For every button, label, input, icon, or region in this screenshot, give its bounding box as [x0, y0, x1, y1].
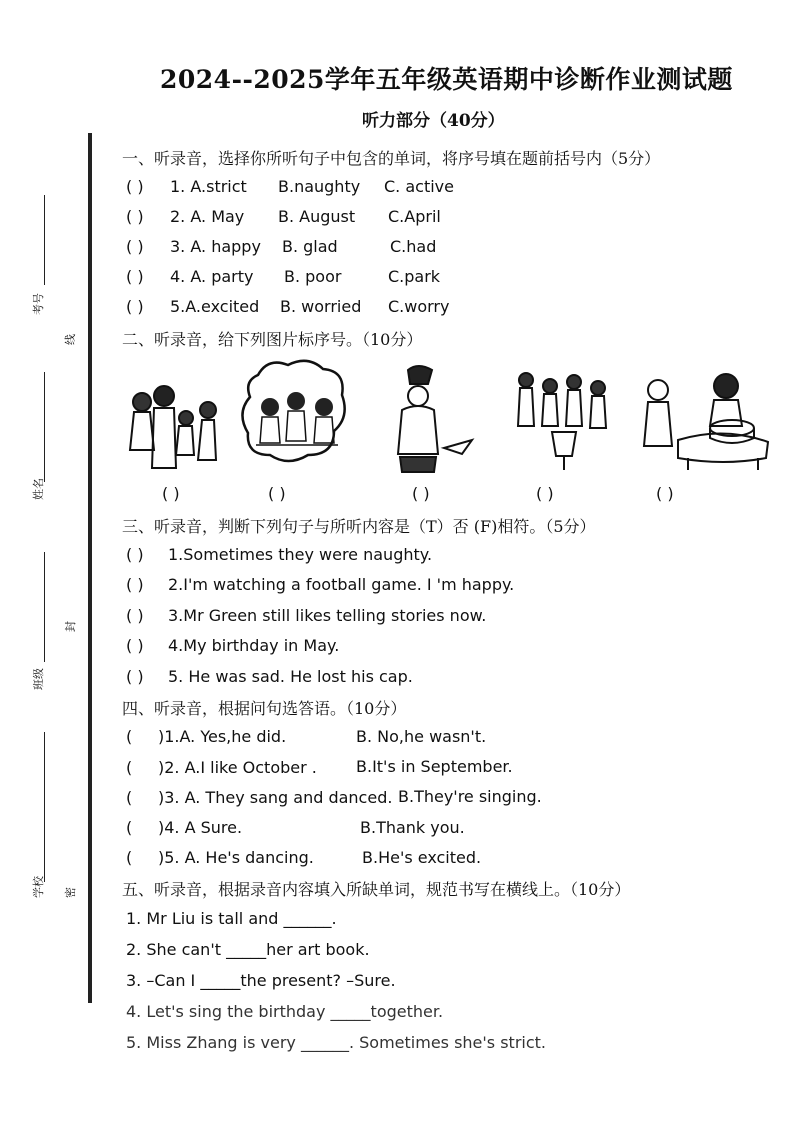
fill-blank-sentence[interactable]: 1. Mr Liu is tall and ______.: [126, 909, 337, 928]
page-title: 2024--2025学年五年级英语期中诊断作业测试题: [160, 65, 733, 94]
answer-paren-open[interactable]: (: [126, 818, 133, 837]
option-b: B. worried: [280, 297, 362, 316]
option-b: B. poor: [284, 267, 342, 286]
question-option-a: )1.A. Yes,he did.: [158, 727, 287, 746]
picture-family: [124, 380, 220, 475]
picture-answer-paren[interactable]: ( ): [268, 484, 286, 503]
answer-paren[interactable]: ( ): [126, 575, 144, 594]
question-option-a: )5. A. He's dancing.: [158, 848, 314, 867]
answer-paren-open[interactable]: (: [126, 727, 133, 746]
picture-answer-paren[interactable]: ( ): [536, 484, 554, 503]
picture-answer-paren[interactable]: ( ): [656, 484, 674, 503]
sidebar-label-secret: 密: [64, 887, 77, 898]
question-option-b: B.He's excited.: [362, 848, 482, 867]
option-a: 1. A.strict: [170, 177, 247, 196]
statement-text: 1.Sometimes they were naughty.: [168, 545, 433, 564]
answer-paren[interactable]: ( ): [126, 667, 144, 686]
question-option-b: B. No,he wasn't.: [356, 727, 487, 746]
picture-answer-paren[interactable]: ( ): [412, 484, 430, 503]
sidebar-label-seal: 封: [64, 621, 77, 632]
option-b: B. glad: [282, 237, 338, 256]
fill-blank-sentence[interactable]: 2. She can't _____her art book.: [126, 940, 370, 959]
picture-girl-with-bird: [388, 362, 478, 474]
answer-paren[interactable]: ( ): [126, 297, 144, 316]
statement-text: 5. He was sad. He lost his cap.: [168, 667, 413, 686]
answer-paren-open[interactable]: (: [126, 758, 133, 777]
page-subtitle: 听力部分（40分）: [362, 111, 505, 131]
option-a: 2. A. May: [170, 207, 245, 226]
option-c: C.had: [390, 237, 437, 256]
statement-text: 2.I'm watching a football game. I 'm happy.: [168, 575, 515, 594]
answer-paren-open[interactable]: (: [126, 848, 133, 867]
name-blank: [44, 372, 45, 482]
option-c: C.park: [388, 267, 441, 286]
statement-text: 4.My birthday in May.: [168, 636, 340, 655]
question-option-a: )3. A. They sang and danced.: [158, 788, 393, 807]
option-a: 4. A. party: [170, 267, 254, 286]
sidebar-label-exam-number: 考号: [32, 293, 45, 315]
picture-dream-cloud: [238, 355, 350, 470]
picture-answer-paren[interactable]: ( ): [162, 484, 180, 503]
question-option-b: B.It's in September.: [356, 757, 513, 776]
fill-blank-sentence[interactable]: 4. Let's sing the birthday _____together.: [126, 1002, 444, 1021]
question-option-a: )2. A.I like October .: [158, 758, 317, 777]
answer-paren[interactable]: ( ): [126, 177, 144, 196]
fill-blank-sentence[interactable]: 5. Miss Zhang is very ______. Sometimes she's strict.: [126, 1033, 547, 1052]
sidebar-label-line: 线: [64, 334, 77, 345]
answer-paren[interactable]: ( ): [126, 545, 144, 564]
section1-heading: 一、听录音，选择你所听句子中包含的单词，将序号填在题前括号内（5分）: [122, 149, 661, 168]
option-c: C.April: [388, 207, 441, 226]
answer-paren[interactable]: ( ): [126, 606, 144, 625]
sidebar-label-school: 学校: [32, 876, 45, 898]
section2-heading: 二、听录音，给下列图片标序号。（10分）: [122, 330, 423, 349]
option-a: 3. A. happy: [170, 237, 261, 256]
section4-heading: 四、听录音，根据问句选答语。（10分）: [122, 699, 407, 718]
answer-paren-open[interactable]: (: [126, 788, 133, 807]
answer-paren[interactable]: ( ): [126, 267, 144, 286]
exam-number-blank: [44, 195, 45, 285]
statement-text: 3.Mr Green still likes telling stories now.: [168, 606, 487, 625]
option-b: B.naughty: [278, 177, 361, 196]
binding-line: [88, 133, 92, 1003]
option-c: C. active: [384, 177, 454, 196]
picture-group-party: [512, 366, 618, 472]
answer-paren[interactable]: ( ): [126, 636, 144, 655]
fill-blank-sentence[interactable]: 3. –Can I _____the present? –Sure.: [126, 971, 396, 990]
question-option-a: )4. A Sure.: [158, 818, 243, 837]
answer-paren[interactable]: ( ): [126, 237, 144, 256]
option-c: C.worry: [388, 297, 450, 316]
option-a: 5.A.excited: [170, 297, 260, 316]
school-blank: [44, 732, 45, 882]
sidebar-label-name: 姓名: [32, 478, 45, 500]
sidebar-label-class: 班级: [32, 668, 45, 690]
picture-birthday-cake: [638, 366, 772, 470]
option-b: B. August: [278, 207, 356, 226]
answer-paren[interactable]: ( ): [126, 207, 144, 226]
question-option-b: B.Thank you.: [360, 818, 465, 837]
section3-heading: 三、听录音，判断下列句子与所听内容是（T）否 (F)相符。（5分）: [122, 517, 596, 536]
question-option-b: B.They're singing.: [398, 787, 542, 806]
class-blank: [44, 552, 45, 662]
section5-heading: 五、听录音，根据录音内容填入所缺单词，规范书写在横线上。（10分）: [122, 880, 631, 899]
